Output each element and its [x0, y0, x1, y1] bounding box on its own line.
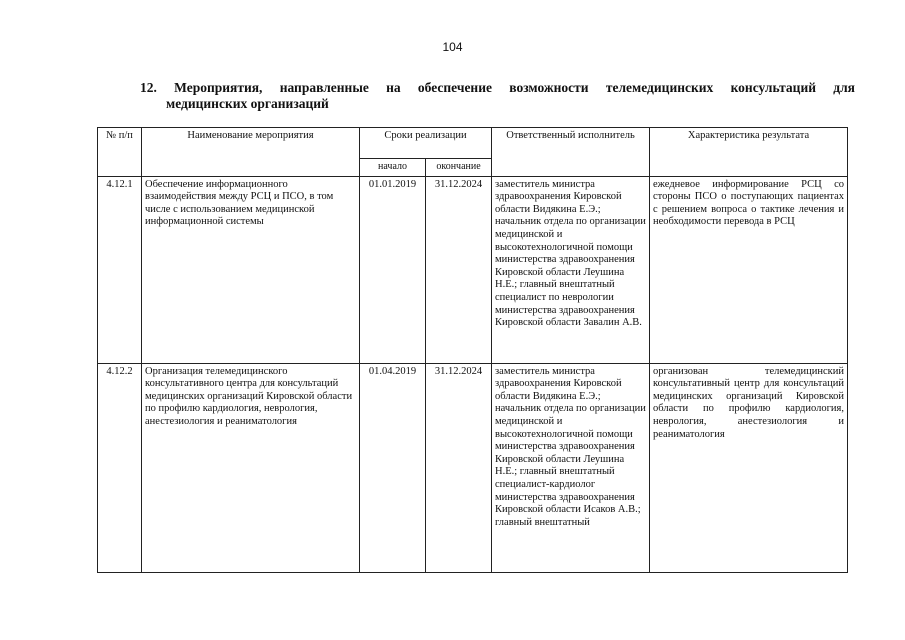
row-name: Организация телемедицинского консультативного центра для консультаций медицинских организаций Кировской области по профилю кардиология, неврология, анестезиология и реаниматология — [142, 363, 360, 572]
row-end-date: 31.12.2024 — [426, 363, 492, 572]
section-title-line-1: 12. Мероприятия, направленные на обеспечение возможности телемедицинских консультаций для — [140, 80, 855, 95]
header-result: Характеристика результата — [650, 128, 848, 177]
header-name: Наименование мероприятия — [142, 128, 360, 177]
header-responsible: Ответственный исполнитель — [492, 128, 650, 177]
row-num: 4.12.1 — [98, 176, 142, 363]
row-result: организован телемедицинский консультативный центр для консультаций медицинских организаций Кировской области по профилю кардиология, неврология, анестезиология и реаниматология — [650, 363, 848, 572]
row-name: Обеспечение информационного взаимодействия между РСЦ и ПСО, в том числе с использованием медицинской информационной системы — [142, 176, 360, 363]
row-responsible: заместитель министра здравоохранения Кировской области Видякина Е.Э.; начальник отдела по организации медицинской и высокотехнологичной помощи министерства здравоохранения Кировской области Леушина Н.Е.; главный внештатный специалист-кардиолог министерства здравоохранения Кировской области Исаков А.В.; главный внештатный — [492, 363, 650, 572]
table-row — [98, 363, 848, 572]
row-start-date: 01.04.2019 — [360, 363, 426, 572]
row-num: 4.12.2 — [98, 363, 142, 572]
row-start-date: 01.01.2019 — [360, 176, 426, 363]
section-title — [140, 80, 855, 112]
table-row — [98, 176, 848, 363]
header-start: начало — [360, 159, 426, 177]
measures-table — [97, 127, 848, 573]
page-number: 104 — [442, 40, 463, 54]
header-num: № п/п — [98, 128, 142, 177]
row-end-date: 31.12.2024 — [426, 176, 492, 363]
row-responsible: заместитель министра здравоохранения Кировской области Видякина Е.Э.; начальник отдела по организации медицинской и высокотехнологичной помощи министерства здравоохранения Кировской области Леушина Н.Е.; главный внештатный специалист по неврологии министерства здравоохранения Кировской области Завалин А.В. — [492, 176, 650, 363]
row-result: ежедневое информирование РСЦ со стороны ПСО о поступающих пациентах с решением вопроса о тактике лечения и необходимости перевода в РСЦ — [650, 176, 848, 363]
header-period: Сроки реализации — [360, 128, 492, 159]
section-title-line-2: медицинских организаций — [166, 96, 329, 111]
header-end: окончание — [426, 159, 492, 177]
